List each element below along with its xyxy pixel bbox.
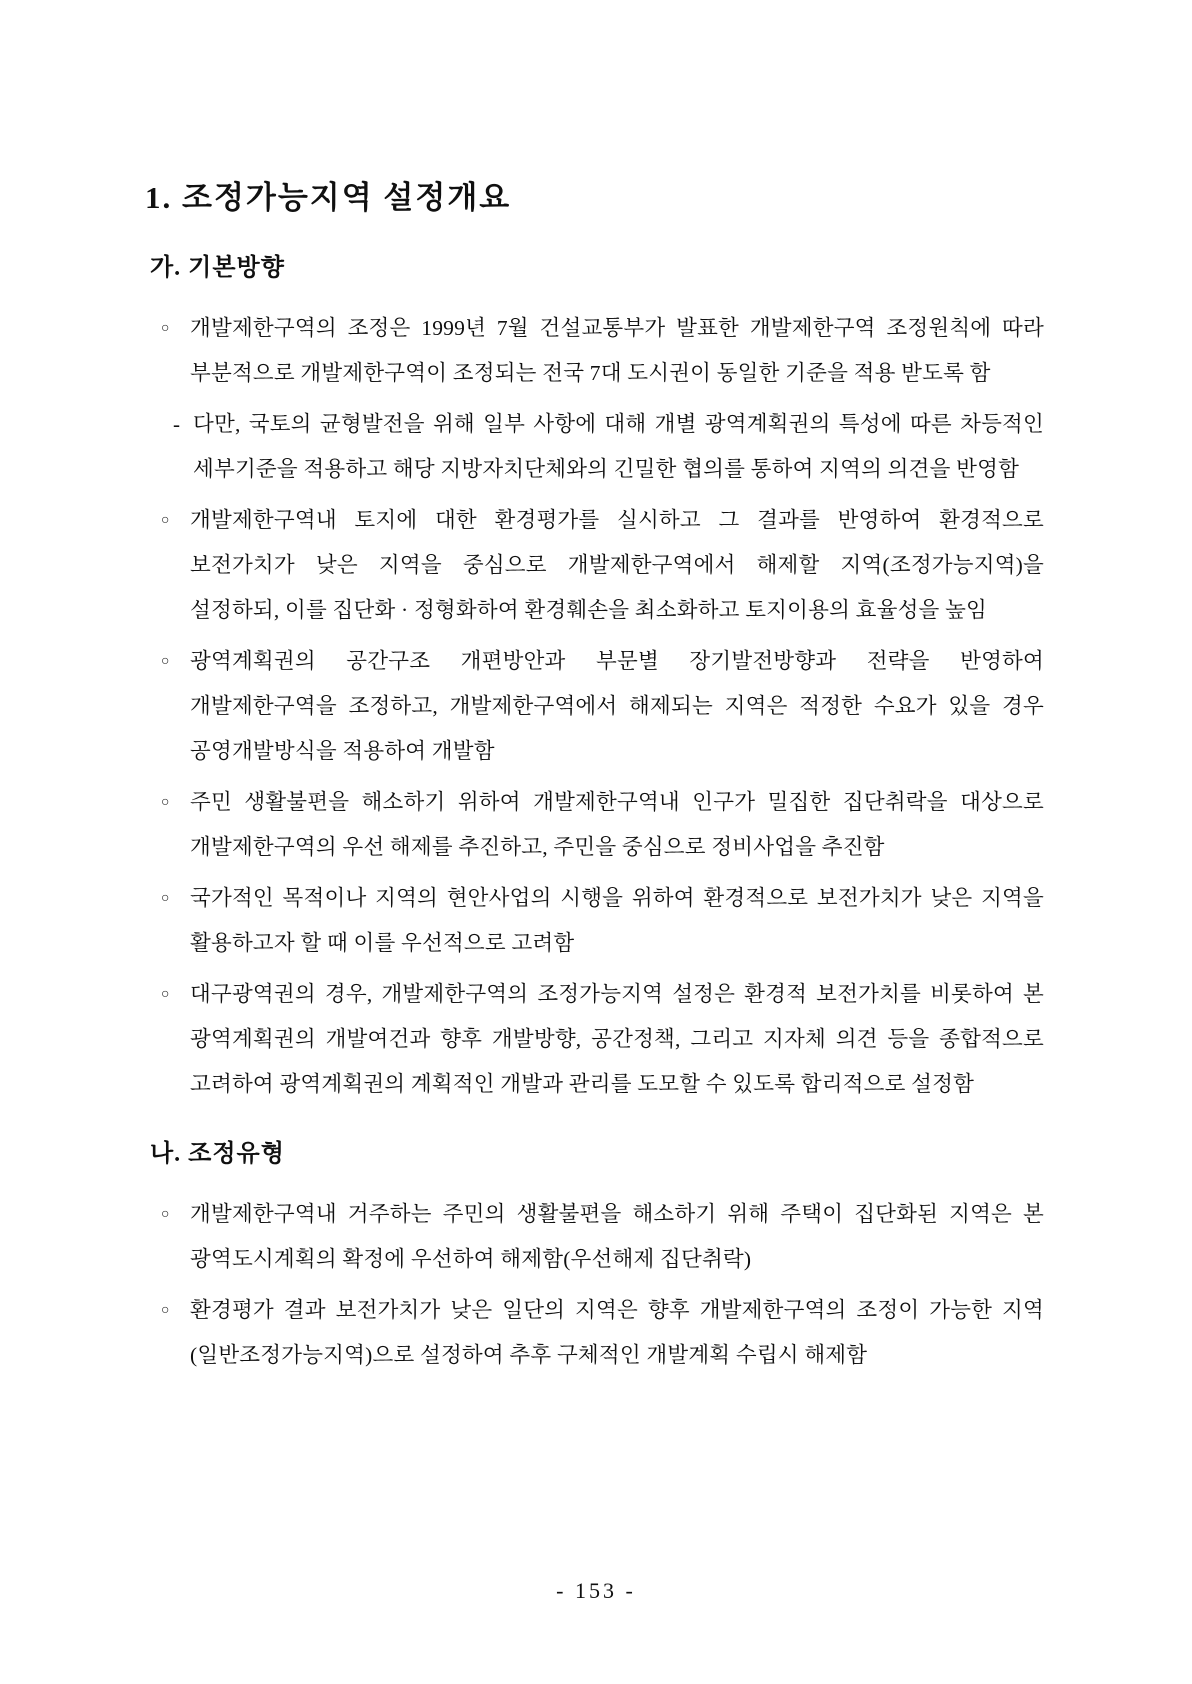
- bullet-text: 대구광역권의 경우, 개발제한구역의 조정가능지역 설정은 환경적 보전가치를 비롯하여 본 광역계획권의 개발여건과 향후 개발방향, 공간정책, 그리고 지자체 의견 등을 종합적으로 고려하여 광역계획권의 계획적인 개발과 관리를 도모할 수 있도록 합리적으로 설정함: [190, 982, 1044, 1096]
- section-heading-basic-direction: 가. 기본방향: [150, 255, 285, 281]
- bullet-text: 주민 생활불편을 해소하기 위하여 개발제한구역내 인구가 밀집한 집단취락을 대상으로 개발제한구역의 우선 해제를 추진하고, 주민을 중심으로 정비사업을 추진함: [190, 790, 1044, 859]
- circle-bullet-icon: ○: [161, 513, 170, 528]
- bullet-item: [145, 498, 1044, 633]
- bullet-text: 환경평가 결과 보전가치가 낮은 일단의 지역은 향후 개발제한구역의 조정이 가능한 지역(일반조정가능지역)으로 설정하여 추후 구체적인 개발계획 수립시 해제함: [190, 1298, 1044, 1367]
- bullet-item: [145, 780, 1044, 870]
- circle-bullet-icon: ○: [161, 321, 170, 336]
- sub-bullet-text: 다만, 국토의 균형발전을 위해 일부 사항에 대해 개별 광역계획권의 특성에 따른 차등적인 세부기준을 적용하고 해당 지방자치단체와의 긴밀한 협의를 통하여 지역의 의견을 반영함: [193, 412, 1044, 481]
- bullet-item: [145, 306, 1044, 396]
- bullet-item: [145, 1288, 1044, 1378]
- circle-bullet-icon: ○: [161, 1303, 170, 1318]
- page-title: 1. 조정가능지역 설정개요: [145, 180, 512, 215]
- circle-bullet-icon: ○: [161, 1207, 170, 1222]
- sub-bullet-item: [145, 402, 1044, 492]
- bullet-item: [145, 1192, 1044, 1282]
- bullet-text: 광역계획권의 공간구조 개편방안과 부문별 장기발전방향과 전략을 반영하여 개발제한구역을 조정하고, 개발제한구역에서 해제되는 지역은 적정한 수요가 있을 경우 공영개발방식을 적용하여 개발함: [190, 649, 1044, 763]
- bullet-item: [145, 876, 1044, 966]
- bullet-text: 국가적인 목적이나 지역의 현안사업의 시행을 위하여 환경적으로 보전가치가 낮은 지역을 활용하고자 할 때 이를 우선적으로 고려함: [190, 886, 1044, 955]
- bullet-item: [145, 972, 1044, 1107]
- bullet-text: 개발제한구역내 토지에 대한 환경평가를 실시하고 그 결과를 반영하여 환경적으로 보전가치가 낮은 지역을 중심으로 개발제한구역에서 해제할 지역(조정가능지역)을 설정하되, 이를 집단화 · 정형화하여 환경훼손을 최소화하고 토지이용의 효율성을 높임: [190, 508, 1044, 622]
- section-adjustment-types: [145, 1133, 1044, 1378]
- page-number: - 153 -: [556, 1578, 636, 1603]
- circle-bullet-icon: ○: [161, 795, 170, 810]
- bullet-text: 개발제한구역내 거주하는 주민의 생활불편을 해소하기 위해 주택이 집단화된 지역은 본 광역도시계획의 확정에 우선하여 해제함(우선해제 집단취락): [190, 1202, 1044, 1271]
- bullet-text: 개발제한구역의 조정은 1999년 7월 건설교통부가 발표한 개발제한구역 조정원칙에 따라 부분적으로 개발제한구역이 조정되는 전국 7대 도시권이 동일한 기준을 적용 받도록 함: [190, 316, 1044, 385]
- circle-bullet-icon: ○: [161, 987, 170, 1002]
- section-heading-adjustment-types: 나. 조정유형: [150, 1141, 285, 1167]
- section-basic-direction: [145, 247, 1044, 1107]
- circle-bullet-icon: ○: [161, 891, 170, 906]
- circle-bullet-icon: ○: [161, 654, 170, 669]
- dash-bullet-icon: -: [173, 412, 180, 436]
- bullet-item: [145, 639, 1044, 774]
